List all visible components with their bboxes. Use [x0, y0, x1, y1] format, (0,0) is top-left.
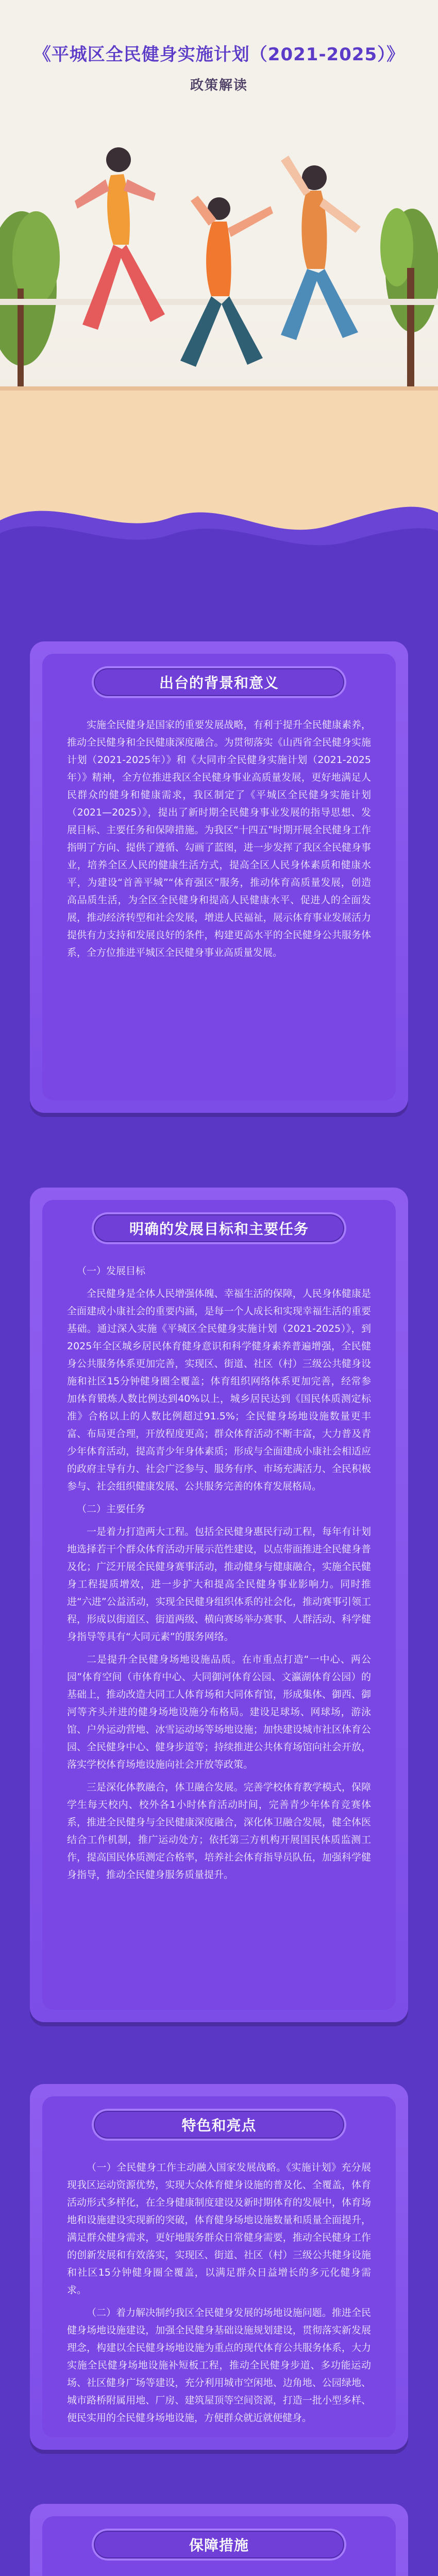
section-body: [67, 716, 371, 967]
hero-header: [0, 0, 438, 562]
section-body: [67, 2159, 371, 2432]
person-middle: [180, 196, 273, 367]
section-body: [67, 1262, 371, 1889]
section-paragraph: 三是深化体教融合，体卫融合发展。完善学校体育教学模式，保障学生每天校内、校外各1小时体育活动时间，完善青少年体育竞赛体系，推进全民健身与全民健康深度融合，深化体卫融合发展，健全体医结合工作机制，推广运动处方；依托第三方机构开展国民体质监测工作，提高国民体质测定合格率，培养社会体育指导员队伍，加强科学健身指导，推动全民健身服务质量提升。: [67, 1782, 371, 1880]
section-paragraph: 一是着力打造两大工程。包括全民健身惠民行动工程，每年有计划地选择若干个群众体育活动开展示范性建设，以点带面推进全民健身普及化；广泛开展全民健身赛事活动，推动健身与健康融合，实施全民健身工程提质增效，进一步扩大和提高全民健身事业影响力。同时推进“六进”公益活动，实现全民健身组织体系的社会化，推动赛事引领工程，形成以街道区、街道两级、横向赛场举办赛事、人群活动、科学健身指导等具有“大同元素”的服务网络。: [67, 1526, 371, 1642]
section-paragraph: （一）全民健身工作主动融入国家发展战略。《实施计划》充分展现我区运动资源优势，实现大众体育健身设施的普及化、全覆盖，体育活动形式多样化，在全身健康制度建设及新时期体育的发展中，体育场地和设施建设实现新的突破，体育健身场地设施数量和质量全面提升，满足群众健身需求，更好地服务群众日常健身需要，推动全民健身工作的创新发展和有效落实，实现区、街道、社区（村）三级公共健身设施和社区15分钟健身圈全覆盖，以满足群众日益增长的多元化健身需求。: [67, 2162, 371, 2296]
section-subheading: （一）发展目标: [77, 1265, 146, 1277]
section-paragraph: （二）着力解决制约我区全民健身发展的场地设施问题。推进全民健身场地设施建设，加强全民健身基础设施规划建设，贯彻落实新发展理念，构建以全民健身场地设施为重点的现代体育公共服务体系，大力实施全民健身场地设施补短板工程，推动全民健身步道、多功能运动场、社区健身广场等建设，充分利用城市空闲地、边角地、公园绿地、城市路桥附属用地、厂房、建筑屋顶等空间资源，打造一批小型多样、便民实用的全民健身场地设施，方便群众就近就便健身。: [67, 2307, 371, 2424]
section-safeguards: [30, 2504, 408, 2576]
tree-left: [0, 211, 60, 412]
section-title: 出台的背景和意义: [92, 666, 346, 698]
page-subtitle: 政策解读: [190, 78, 248, 93]
section-highlights: [30, 2084, 408, 2450]
section-title: 明确的发展目标和主要任务: [92, 1212, 346, 1244]
section-paragraph: 二是提升全民健身场地设施品质。在市重点打造“一中心、两公园”体育空间（市体育中心、大同御河体育公园、文瀛湖体育公园）的基础上，推动改造大同工人体育场和大同体育馆，形成集体、御西、御河等齐头并进的健身场地设施分布格局。建设足球场、网球场，游泳馆、户外运动营地、冰雪运动场等场地设施；加快建设城市社区体育公园、全民健身中心、健身步道等；持续推进公共体育场馆向社会开放，落实学校体育场地设施向社会开放等政策。: [67, 1654, 371, 1770]
section-background: [30, 641, 408, 1113]
section-paragraph: 全民健身是全体人民增强体魄、幸福生活的保障，人民身体健康是全面建成小康社会的重要内涵，是每一个人成长和实现幸福生活的重要基础。通过深入实施《平城区全民健身实施计划（2021-2025）》，到2025年全区城乡居民体育健身意识和科学健身素养普遍增强，全民健身公共服务体系更加完善，实现区、街道、社区（村）三级公共健身设施和社区15分钟健身圈全覆盖；体育组织网络体系更加完善，经常参加体育锻炼人数比例达到40%以上，城乡居民达到《国民体质测定标准》合格以上的人数比例超过91.5%；全民健身场地设施数量更丰富、布局更合理，开放程度更高；群众体育活动不断丰富，大力普及青少年体育活动，提高青少年身体素质；形成与全面建成小康社会相适应的政府主导有力、社会广泛参与、服务有序、市场充满活力、全民积极参与、社会组织健康发展、公共服务完善的体育发展格局。: [67, 1288, 371, 1492]
person-right: [281, 156, 361, 340]
decorative-wave: [0, 464, 438, 562]
page-title: 《平城区全民健身实施计划（2021-2025）》: [33, 44, 405, 65]
section-title: 特色和亮点: [92, 2109, 346, 2141]
section-title: 保障措施: [92, 2529, 346, 2561]
section-goals-tasks: [30, 1188, 408, 2022]
section-subheading: （二）主要任务: [77, 1503, 146, 1515]
section-paragraph: 实施全民健身是国家的重要发展战略，有利于提升全民健康素养，推动全民健身和全民健康深度融合。为贯彻落实《山西省全民健身实施计划（2021-2025年）》和《大同市全民健身实施计划（2021-2025年）》精神，全方位推进我区全民健身事业高质量发展，更好地满足人民群众的健身和健康需求，我区制定了《平城区全民健身实施计划（2021—2025）》，提出了新时期全民健身事业发展的指导思想、发展目标、主要任务和保障措施。为我区“十四五”时期开展全民健身工作指明了方向、提供了遵循、勾画了蓝图，进一步发挥了我区全民健身事业，培养全区人民的健康生活方式，提高全区人民身体素质和健康水平，为建设“首善平城”“体育强区”服务，推动体育高质量发展，创造高品质生活，为全区全民健身和提高人民健康水平、促进人的全面发展，推动经济转型和社会发展，增进人民福祉，展示体育事业发展活力提供有力支持和发展良好的条件，构建更高水平的全民健身公共服务体系，全方位推进平城区全民健身事业高质量发展。: [67, 719, 371, 958]
